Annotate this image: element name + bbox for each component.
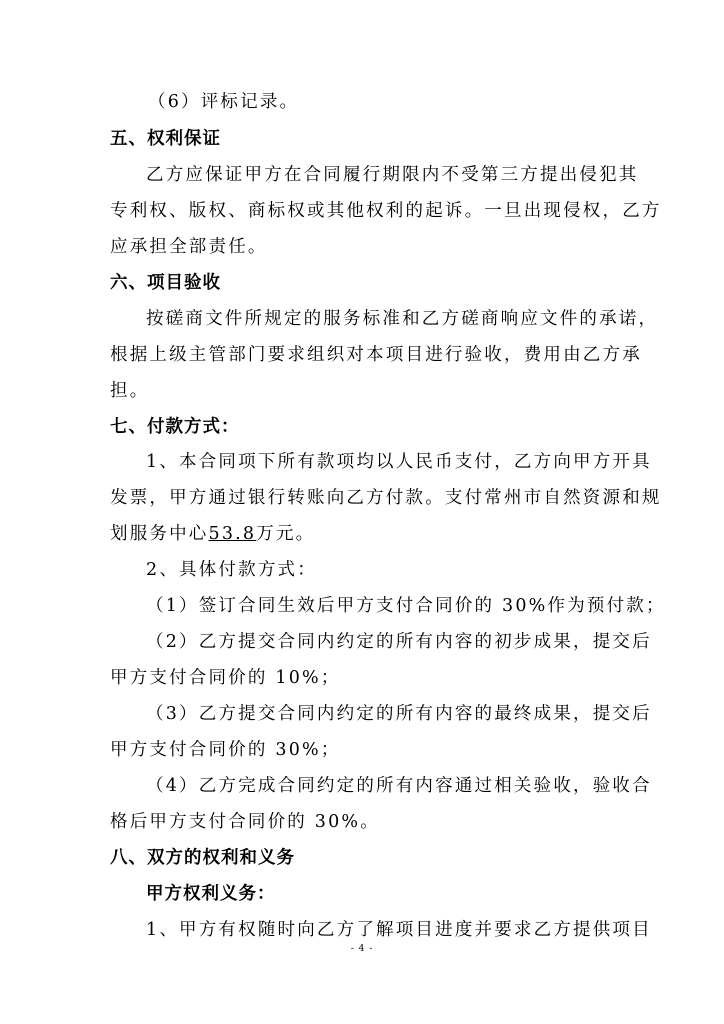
paragraph-line: 担。: [110, 381, 150, 401]
heading-rights-guarantee: 五、权利保证: [110, 129, 221, 149]
paragraph-line: 2、具体付款方式：: [146, 560, 317, 580]
payment-item-2: （2）乙方提交合同内约定的所有内容的初步成果，提交后: [146, 632, 652, 652]
paragraph-line: 甲方支付合同价的 10%；: [110, 668, 341, 688]
amount-prefix: 划服务中心: [110, 524, 209, 544]
subheading-party-a: 甲方权利义务：: [146, 884, 276, 904]
paragraph-line: 根据上级主管部门要求组织对本项目进行验收，费用由乙方承: [110, 345, 642, 365]
paragraph-line: 1、本合同项下所有款项均以人民币支付，乙方向甲方开具: [146, 452, 652, 472]
paragraph-line: 乙方应保证甲方在合同履行期限内不受第三方提出侵犯其: [146, 165, 639, 185]
payment-item-1: （1）签订合同生效后甲方支付合同价的 30%作为预付款；: [146, 596, 666, 616]
heading-acceptance: 六、项目验收: [110, 273, 221, 293]
payment-amount: 53.8: [208, 524, 257, 544]
page-number: - 4 -: [350, 944, 374, 954]
heading-payment: 七、付款方式：: [110, 417, 240, 437]
paragraph-line: 应承担全部责任。: [110, 237, 268, 257]
heading-rights-obligations: 八、双方的权利和义务: [110, 848, 295, 868]
payment-item-4: （4）乙方完成合同约定的所有内容通过相关验收，验收合: [146, 776, 652, 796]
payment-amount-line: [110, 520, 315, 545]
amount-suffix: 万元。: [256, 524, 316, 544]
paragraph-line: 格后甲方支付合同价的 30%。: [110, 812, 380, 832]
paragraph-line: 发票，甲方通过银行转账向乙方付款。支付常州市自然资源和规: [110, 488, 662, 508]
paragraph-line: 专利权、版权、商标权或其他权利的起诉。一旦出现侵权，乙方: [110, 201, 662, 221]
paragraph-line: 1、甲方有权随时向乙方了解项目进度并要求乙方提供项目: [146, 920, 652, 940]
paragraph-line: 按磋商文件所规定的服务标准和乙方磋商响应文件的承诺，: [146, 309, 659, 329]
paragraph-line: 甲方支付合同价的 30%；: [110, 740, 341, 760]
payment-item-3: （3）乙方提交合同内约定的所有内容的最终成果，提交后: [146, 704, 652, 724]
list-item-6: （6）评标记录。: [148, 92, 300, 112]
